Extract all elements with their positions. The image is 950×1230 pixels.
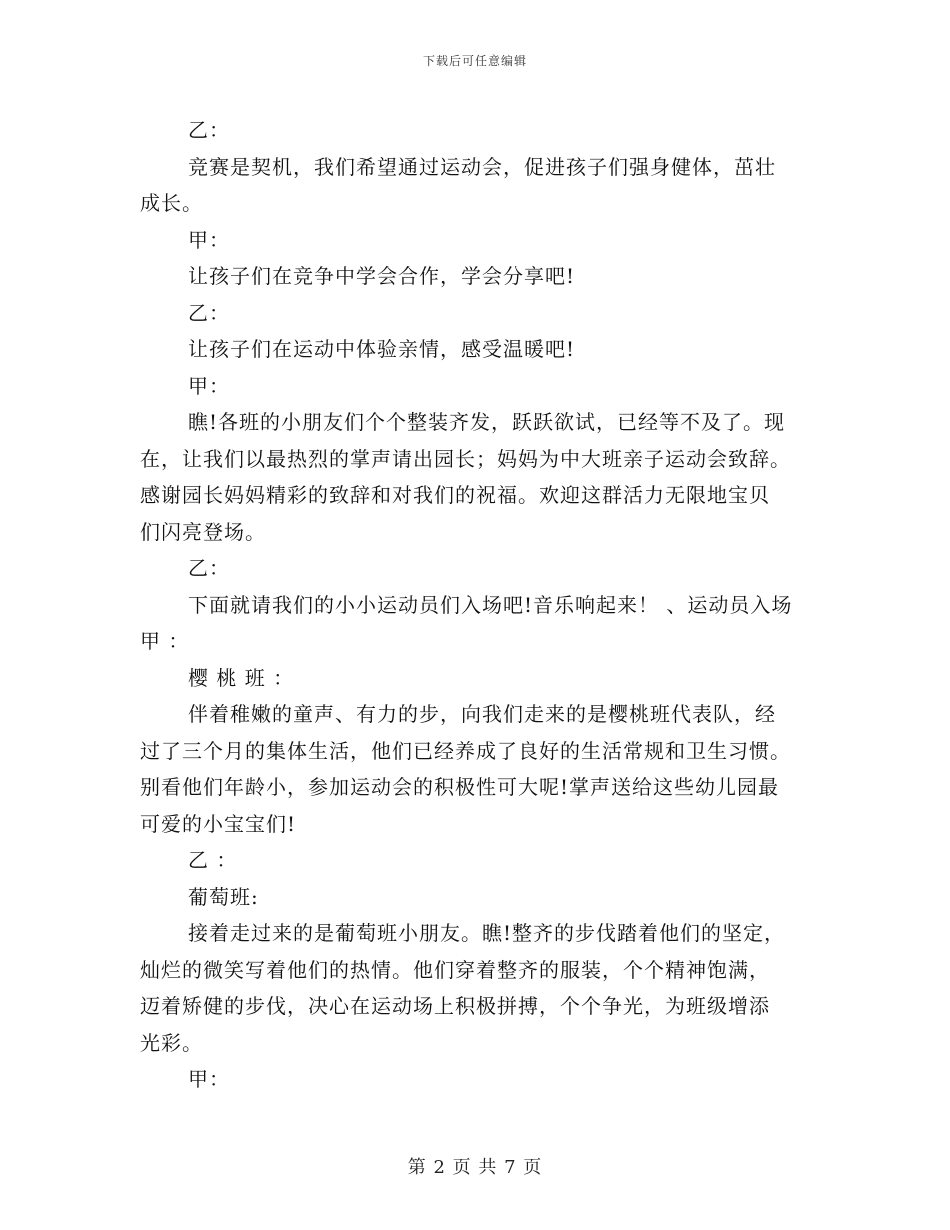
text-line: 感谢园长妈妈精彩的致辞和对我们的祝福。欢迎这群活力无限地宝贝 [140, 483, 770, 507]
text-line: 让孩子们在竞争中学会合作，学会分享吧! [188, 264, 576, 288]
text-line: 瞧!各班的小朋友们个个整装齐发，跃跃欲试，已经等不及了。现 [188, 410, 786, 434]
text-line: 乙： [188, 300, 230, 325]
text-line: 灿烂的微笑写着他们的热情。他们穿着整齐的服装，个个精神饱满， [140, 957, 770, 982]
text-line: 乙： [188, 556, 230, 580]
text-line: 可爱的小宝宝们! [140, 811, 297, 836]
text-line: 让孩子们在运动中体验亲情，感受温暖吧! [188, 337, 576, 361]
text-line: 甲： [188, 227, 230, 252]
text-line: 乙 ： [188, 848, 238, 872]
text-line: 樱 桃 班 ： [188, 665, 295, 690]
page-number: 第 2 页 共 7 页 [407, 1157, 543, 1178]
text-line: 竞赛是契机，我们希望通过运动会，促进孩子们强身健体，茁壮 [188, 154, 776, 179]
text-line: 甲 ： [140, 629, 190, 653]
text-line: 甲： [188, 1067, 230, 1091]
text-line: 光彩。 [140, 1030, 203, 1055]
text-line: 在，让我们以最热烈的掌声请出园长；妈妈为中大班亲子运动会致辞。 [140, 446, 791, 471]
text-line: 成长。 [140, 191, 203, 215]
text-line: 迈着矫健的步伐，决心在运动场上积极拼搏，个个争光，为班级增添 [140, 994, 770, 1018]
text-line: 伴着稚嫩的童声、有力的步，向我们走来的是樱桃班代表队，经 [188, 702, 776, 726]
text-line: 甲： [188, 373, 230, 398]
text-line: 接着走过来的是葡萄班小朋友。瞧!整齐的步伐踏着他们的坚定， [188, 921, 786, 945]
text-line: 过了三个月的集体生活，他们已经养成了良好的生活常规和卫生习惯。 [140, 738, 791, 763]
page-header: 下载后可任意编辑 [422, 54, 527, 68]
text-line: 们闪亮登场。 [140, 519, 266, 544]
text-line: 别看他们年龄小，参加运动会的积极性可大呢!掌声送给这些幼儿园最 [140, 775, 780, 799]
text-line: 乙： [188, 118, 230, 142]
text-line: 葡萄班: [188, 884, 259, 909]
text-line: 下面就请我们的小小运动员们入场吧!音乐响起来！ 、运动员入场 [188, 592, 793, 617]
document-body [140, 112, 810, 1098]
